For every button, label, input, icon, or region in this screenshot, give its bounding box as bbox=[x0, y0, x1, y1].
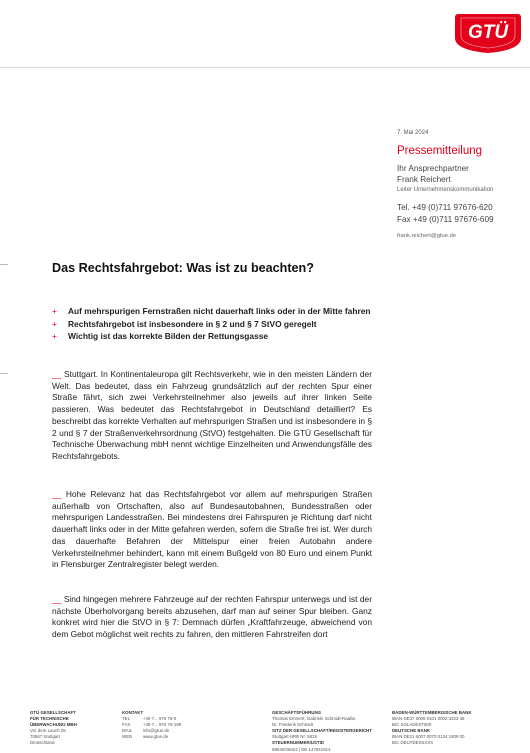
company-line: 70567 Stuttgart bbox=[30, 734, 61, 740]
bank-heading: DEUTSCHE BANK bbox=[392, 728, 431, 734]
page-footer bbox=[30, 710, 525, 750]
key-point bbox=[52, 331, 372, 342]
contact-key: MAIL bbox=[122, 728, 133, 734]
contact-name: Frank Reichert bbox=[397, 175, 451, 184]
document-type: Pressemitteilung bbox=[397, 145, 483, 157]
body-paragraph bbox=[52, 489, 372, 571]
contact-role: Leiter Unternehmenskommunikation bbox=[397, 187, 494, 193]
management-line: Thomas Emmert, Gabriele Schmidt-Raaße, bbox=[272, 716, 357, 722]
key-point-text: Auf mehrspurigen Fernstraßen nicht dauerhaft links oder in der Mitte fahren bbox=[68, 306, 371, 316]
bank-line: IBAN DE21 6007 0070 0134 1809 00 bbox=[392, 734, 465, 740]
contact-heading: KONTAKT bbox=[122, 710, 144, 715]
management-heading: GESCHÄFTSFÜHRUNG bbox=[272, 710, 322, 715]
paragraph-marker: __ bbox=[52, 594, 62, 604]
headline: Das Rechtsfahrgebot: Was ist zu beachten? bbox=[52, 261, 314, 275]
bank-line: IBAN DE37 6005 0101 0002 3223 46 bbox=[392, 716, 465, 722]
company-line: Deutschland bbox=[30, 740, 55, 746]
logo-text: GTÜ bbox=[467, 22, 509, 43]
footer-bank bbox=[392, 710, 472, 747]
contact-label: Ihr Ansprechpartner bbox=[397, 164, 469, 173]
company-line: FÜR TECHNISCHE bbox=[30, 716, 69, 722]
release-date: 7. Mai 2024 bbox=[397, 130, 429, 136]
bank-line: BIC DEUTDESSXXX bbox=[392, 740, 434, 746]
plus-icon: + bbox=[52, 306, 57, 316]
contact-value: +49 7... 976 76-0 bbox=[143, 716, 177, 722]
contact-key: WEB bbox=[122, 734, 133, 740]
management-line: Dr. Friederik Schmidt bbox=[272, 722, 313, 728]
footer-legal bbox=[272, 710, 372, 753]
contact-row bbox=[122, 734, 181, 740]
contact-tel: Tel. +49 (0)711 97676-620 bbox=[397, 203, 493, 212]
plus-icon: + bbox=[52, 318, 57, 329]
company-line: ÜBERWACHUNG MBH bbox=[30, 722, 77, 728]
contact-value: +49 7... 976 76-199 bbox=[143, 722, 182, 728]
tax-heading: STEUERNUMMER/USTID bbox=[272, 740, 324, 746]
gtue-logo bbox=[452, 10, 524, 55]
contact-value[interactable]: www.gtue.de bbox=[143, 734, 169, 740]
paragraph-text: Hohe Relevanz hat das Rechtsfahrgebot vor allem auf mehrspurigen Straßen außerhalb von Ortschaften, also auf Bundesautobahnen, Bundesstraßen oder mehrspurigen Landesstraßen. Bei mindestens drei Fahrspuren je Richtung darf nicht dauerhaft links oder in der Mitte gefahren werden, sofern die Straße frei ist. Wer durch das dauerhafte Befahren der Mittelspur einer freien Autobahn andere Verkehrsteilnehmer behindert, kann mit einem Bußgeld von 80 Euro und einem Punkt in Flensburger Zentralregister belegt werden. bbox=[52, 489, 372, 570]
bank-heading: BADEN-WÜRTTEMBERGISCHE BANK bbox=[392, 710, 472, 715]
body-paragraph bbox=[52, 594, 372, 641]
tax-line: 99040/36522 | DE 147841514 bbox=[272, 746, 331, 752]
seat-line: Stuttgart HRB Nr. 5818 bbox=[272, 734, 317, 740]
bank-line: BIC SOLADEST600 bbox=[392, 722, 432, 728]
paragraph-text: Sind hingegen mehrere Fahrzeuge auf der rechten Fahrspur unterwegs und ist der nächste Überholvorgang bereits abzusehen, darf man auf seiner Spur bleiben. Ganz konkret wird hier die StVO in § 7: Demnach dürfen „Kraftfahrzeuge, abweichend von dem Gebot möglichst weit rechts zu fahren, den mittleren Fahrstreifen dort bbox=[52, 594, 372, 640]
paragraph-marker: __ bbox=[52, 489, 62, 499]
contact-sidebar bbox=[397, 130, 525, 239]
body-paragraph bbox=[52, 369, 372, 463]
key-point-text: Rechtsfahrgebot ist insbesondere in § 2 und § 7 StVO geregelt bbox=[68, 318, 317, 329]
footer-company bbox=[30, 710, 77, 747]
key-point bbox=[52, 306, 372, 317]
company-line: Vor dem Lauch 25 bbox=[30, 728, 66, 734]
contact-email[interactable]: frank.reichert@gtue.de bbox=[397, 233, 457, 239]
key-point-text: Wichtig ist das korrekte Bilden der Rettungsgasse bbox=[68, 331, 269, 341]
contact-value[interactable]: info@gtue.de bbox=[143, 728, 170, 734]
plus-icon: + bbox=[52, 331, 57, 341]
key-point bbox=[52, 319, 372, 330]
contact-key: FAX bbox=[122, 722, 131, 728]
company-line: GTÜ GESELLSCHAFT bbox=[30, 710, 76, 715]
fold-mark bbox=[0, 264, 8, 265]
header-divider bbox=[0, 67, 530, 68]
phone-block bbox=[397, 202, 525, 226]
key-points bbox=[52, 306, 372, 344]
seat-heading: SITZ DER GESELLSCHAFT/REGISTERGERICHT bbox=[272, 728, 373, 734]
contact-key: TEL bbox=[122, 716, 131, 722]
punch-mark bbox=[0, 373, 8, 374]
paragraph-marker: __ bbox=[52, 369, 62, 379]
footer-contact bbox=[122, 710, 181, 740]
contact-fax: Fax +49 (0)711 97676-609 bbox=[397, 215, 494, 224]
contact-block bbox=[397, 163, 525, 185]
paragraph-text: Stuttgart. In Kontinentaleuropa gilt Rechtsverkehr, wie in den meisten Ländern der Welt. Das bedeutet, dass ein Fahrzeug grundsätzlich auf der rechten Spur einer Straße fährt, sich zwei Verkehrsteilnehmer also jeweils auf ihrer linken Seite passieren. Was bedeutet das Rechtsfahrgebot in Deutschland detailliert? Es beschreibt das korrekte Verhalten auf mehrspurigen Straßen und ist insbesondere in § 2 und § 7 der Straßenverkehrsordnung (StVO) festgehalten. Die GTÜ Gesellschaft für Technische Überwachung mbH nennt wichtige Einzelheiten und Anwendungsfälle des Rechtsfahrgebots. bbox=[52, 369, 372, 461]
